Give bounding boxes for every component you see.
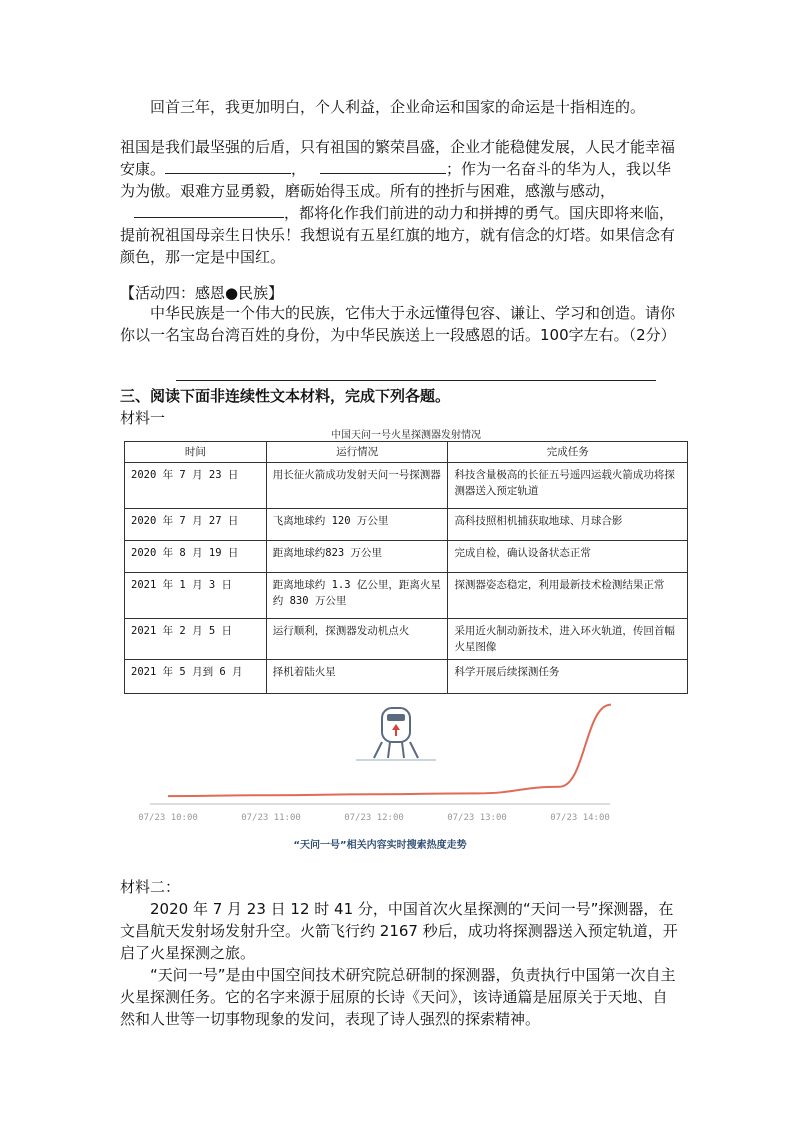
table-cell: 距离地球约 1.3 亿公里，距离火星约 830 万公里 <box>266 573 448 619</box>
table-row <box>125 541 688 573</box>
table-cell: 运行顺利，探测器发动机点火 <box>266 619 448 660</box>
table-cell: 2021 年 1 月 3 日 <box>125 573 267 619</box>
paragraph-reflection <box>120 96 680 118</box>
table-row <box>125 573 688 619</box>
chart-x-tick-label: 07/23 12:00 <box>344 813 404 823</box>
material1-label: 材料一 <box>120 409 166 427</box>
table-cell: 用长征火箭成功发射天问一号探测器 <box>266 463 448 509</box>
table-cell: 距离地球约823 万公里 <box>266 541 448 573</box>
table-caption: 中国天问一号火星探测器发射情况 <box>331 430 481 441</box>
table-row <box>125 463 688 509</box>
probe-illustration-icon <box>356 708 436 760</box>
table-cell: 完成自检，确认设备状态正常 <box>448 541 688 573</box>
chart-caption: “天问一号”相关内容实时搜索热度走势 <box>293 840 467 851</box>
material2-paragraph-1-text: 2020 年 7 月 23 日 12 时 41 分，中国首次火星探测的“天问一号”探测器，在文昌航天发射场发射升空。火箭飞行约 2167 秒后，成功将探测器送入预定轨道，开启了火星探测之旅。 <box>120 900 678 962</box>
launch-table <box>124 441 688 694</box>
paragraph-motherland <box>120 136 680 268</box>
part3-heading: 三、阅读下面非连续性文本材料，完成下列各题。 <box>120 387 451 405</box>
motherland-sep: ， <box>291 160 307 178</box>
table-cell: 2021 年 2 月 5 日 <box>125 619 267 660</box>
answer-blank-2[interactable] <box>320 159 446 174</box>
table-header-status: 运行情况 <box>266 442 448 463</box>
activity4-title: 【活动四：感恩●民族】 <box>120 284 284 302</box>
material2-paragraph-1 <box>120 898 680 964</box>
table-cell: 探测器姿态稳定，利用最新技术检测结果正常 <box>448 573 688 619</box>
table-cell: 飞离地球约 120 万公里 <box>266 509 448 541</box>
table-cell: 科学开展后续探测任务 <box>448 660 688 694</box>
paragraph-reflection-text: 回首三年，我更加明白，个人利益，企业命运和国家的命运是十指相连的。 <box>150 98 646 116</box>
material2-paragraph-2-text: “天问一号”是由中国空间技术研究院总研制的探测器，负责执行中国第一次自主火星探测任务。它的名字来源于屈原的长诗《天问》，该诗通篇是屈原关于天地、自然和人世等一切事物现象的发问，表现了诗人强烈的探索精神。 <box>120 966 676 1028</box>
chart-x-tick-label: 07/23 10:00 <box>138 813 198 823</box>
table-cell: 2020 年 8 月 19 日 <box>125 541 267 573</box>
table-header-row <box>125 442 688 463</box>
search-trend-chart <box>138 696 610 830</box>
table-cell: 择机着陆火星 <box>266 660 448 694</box>
table-cell: 科技含量极高的长征五号遥四运载火箭成功将探测器送入预定轨道 <box>448 463 688 509</box>
table-header-task: 完成任务 <box>448 442 688 463</box>
activity4-body <box>120 302 680 346</box>
activity4-body-text: 中华民族是一个伟大的民族，它伟大于永远懂得包容、谦让、学习和创造。请你你以一名宝岛台湾百姓的身份，为中华民族送上一段感恩的话。100字左右。（2分） <box>120 304 676 344</box>
activity4-answer-line[interactable] <box>176 380 656 381</box>
answer-blank-3[interactable] <box>134 203 284 218</box>
answer-blank-1[interactable] <box>165 159 291 174</box>
chart-x-tick-label: 07/23 11:00 <box>241 813 301 823</box>
chart-x-tick-labels <box>138 813 610 823</box>
chart-x-tick-label: 07/23 14:00 <box>550 813 610 823</box>
chart-x-tick-label: 07/23 13:00 <box>447 813 507 823</box>
table-row <box>125 509 688 541</box>
table-cell: 高科技照相机捕获取地球、月球合影 <box>448 509 688 541</box>
motherland-text-a: 祖国是我们最坚强的后盾，只有祖国的繁荣昌盛，企业才能稳健发展，人民才能幸福安康。 <box>120 138 676 178</box>
material2-paragraph-2 <box>120 964 680 1030</box>
table-cell: 2020 年 7 月 27 日 <box>125 509 267 541</box>
table-header-time: 时间 <box>125 442 267 463</box>
table-cell: 2020 年 7 月 23 日 <box>125 463 267 509</box>
material2-label: 材料二： <box>120 878 181 896</box>
table-row <box>125 660 688 694</box>
table-cell: 2021 年 5 月到 6 月 <box>125 660 267 694</box>
motherland-text-b: ；作为一名奋斗的华为人，我以华为为傲。艰难方显勇毅，磨砺始得玉成。所有的挫折与困难，感激与感动， <box>120 160 672 200</box>
table-cell: 采用近火制动新技术，进入环火轨道，传回首幅火星图像 <box>448 619 688 660</box>
table-row <box>125 619 688 660</box>
motherland-text-c: ，都将化作我们前进的动力和拼搏的勇气。国庆即将来临，提前祝祖国母亲生日快乐！我想说有五星红旗的地方，就有信念的灯塔。如果信念有颜色，那一定是中国红。 <box>120 204 676 266</box>
